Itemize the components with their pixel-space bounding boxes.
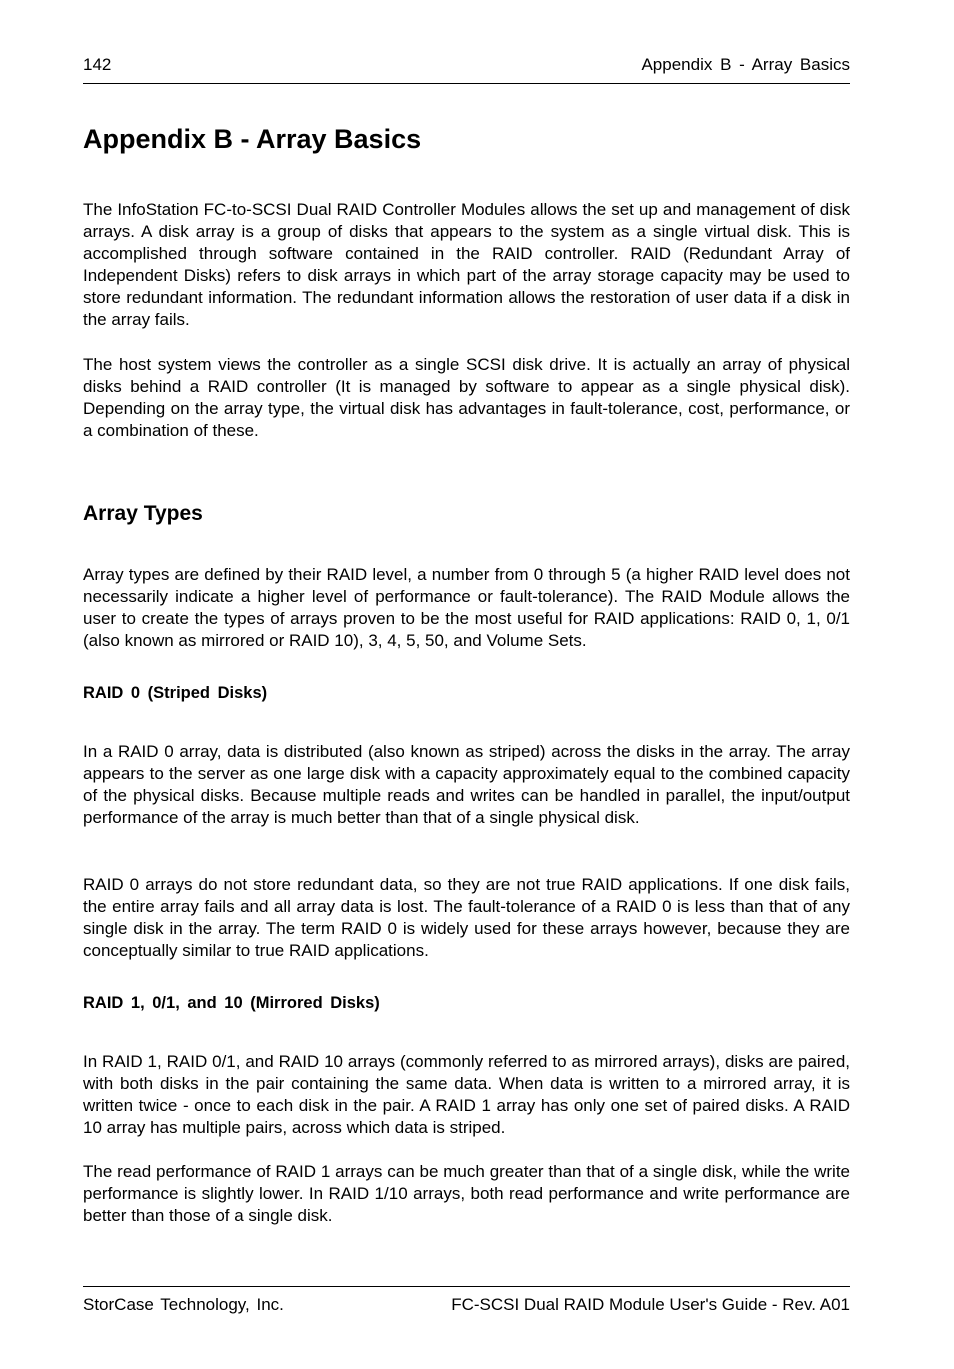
running-header	[83, 54, 850, 76]
intro-paragraph-1: The InfoStation FC-to-SCSI Dual RAID Controller Modules allows the set up and management of disk arrays. A disk array is a group of disks that appears to the system as a single virtual disk. This is accomplished through software contained in the RAID controller. RAID (Redundant Array of Independent Disks) refers to disk arrays in which part of the array storage capacity may be used to store redundant information. The redundant information allows the restoration of user data if a disk in the array fails.	[83, 200, 850, 330]
subheading-raid-1: RAID 1, 0/1, and 10 (Mirrored Disks)	[83, 994, 380, 1012]
intro-paragraph-2: The host system views the controller as a single SCSI disk drive. It is actually an array of physical disks behind a RAID controller (It is managed by software to appear as a single physical disk). Depending on the array type, the virtual disk has advantages in fault-tolerance, cost, performance, or a combination of these.	[83, 355, 850, 441]
header-divider	[83, 83, 850, 84]
raid-0-paragraph-2: RAID 0 arrays do not store redundant data, so they are not true RAID applications. If one disk fails, the entire array fails and all array data is lost. The fault-tolerance of a RAID 0 is less than that of any single disk in the array. The term RAID 0 is widely used for these arrays however, because they are conceptually similar to true RAID applications.	[83, 875, 850, 961]
footer-company: StorCase Technology, Inc.	[83, 1295, 284, 1314]
footer-divider	[83, 1286, 850, 1287]
raid-1-paragraph-2: The read performance of RAID 1 arrays can be much greater than that of a single disk, while the write performance is slightly lower. In RAID 1/10 arrays, both read performance and write performance are better than those of a single disk.	[83, 1162, 850, 1226]
footer-guide-title: FC-SCSI Dual RAID Module User's Guide - Rev. A01	[451, 1295, 850, 1314]
raid-1-paragraph-1: In RAID 1, RAID 0/1, and RAID 10 arrays (commonly referred to as mirrored arrays), disks are paired, with both disks in the pair containing the same data. When data is written to a mirrored array, it is written twice - once to each disk in the pair. A RAID 1 array has only one set of paired disks. A RAID 10 array has multiple pairs, across which data is striped.	[83, 1052, 850, 1138]
subheading-raid-0: RAID 0 (Striped Disks)	[83, 684, 268, 702]
running-footer	[83, 1293, 850, 1317]
section-heading-array-types: Array Types	[83, 502, 203, 525]
page-number: 142	[83, 55, 112, 74]
raid-0-paragraph-1: In a RAID 0 array, data is distributed (also known as striped) across the disks in the array. The array appears to the server as one large disk with a capacity approximately equal to the combined capacity of the physical disks. Because multiple reads and writes can be handled in parallel, the input/output performance of the array is much better than that of a single physical disk.	[83, 742, 850, 828]
header-section-title: Appendix B - Array Basics	[641, 55, 850, 74]
page-title: Appendix B - Array Basics	[83, 124, 422, 154]
array-types-paragraph: Array types are defined by their RAID level, a number from 0 through 5 (a higher RAID level does not necessarily indicate a higher level of performance or fault-tolerance). The RAID Module allows the user to create the types of arrays proven to be the most useful for RAID applications: RAID 0, 1, 0/1 (also known as mirrored or RAID 10), 3, 4, 5, 50, and Volume Sets.	[83, 565, 850, 651]
